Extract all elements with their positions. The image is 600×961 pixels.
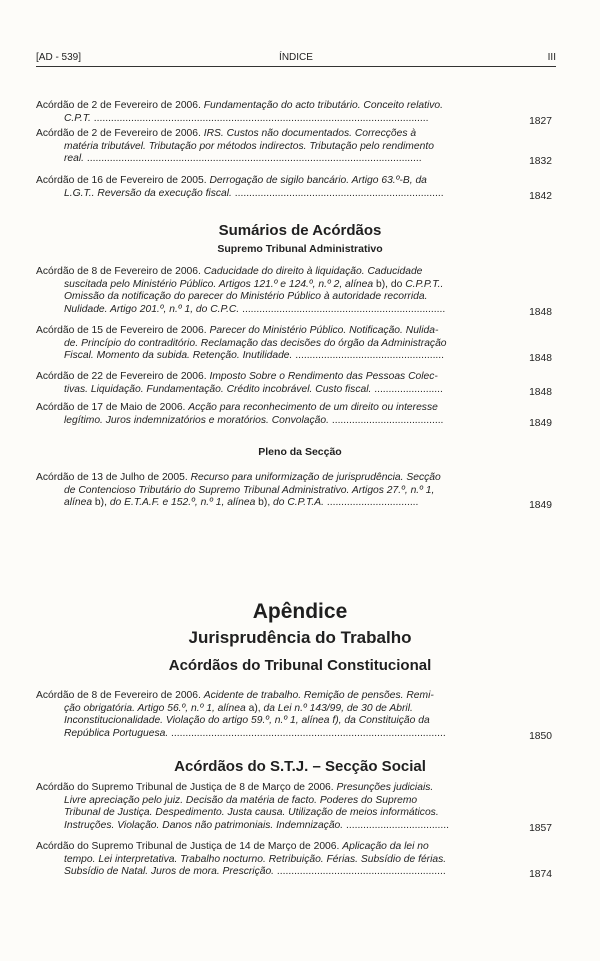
entry-line: de Contencioso Tributário do Supremo Tribunal Administrativo. Artigos 27.º, n.º 1, <box>64 484 435 496</box>
section-subtitle-sta: Supremo Tribunal Administrativo <box>217 243 383 255</box>
page-number: 1849 <box>529 417 552 429</box>
entry-line: Acórdão de 2 de Fevereiro de 2006. IRS. Custos não documentados. Correcções à <box>36 128 417 139</box>
index-entry <box>36 266 552 316</box>
page-number: 1848 <box>529 386 552 398</box>
page-number: 1842 <box>529 190 552 202</box>
entry-line: Acórdão de 13 de Julho de 2005. Recurso para uniformização de jurisprudência. Secção <box>36 472 441 483</box>
entry-line: Acórdão do Supremo Tribunal de Justiça de 8 de Março de 2006. Presunções judiciais. <box>36 782 434 793</box>
page-number: 1849 <box>529 500 552 512</box>
page-number: 1857 <box>529 822 552 834</box>
entry-line: de. Princípio do contraditório. Reclamação das decisões do órgão da Administração <box>64 337 447 349</box>
section-title-tc: Acórdãos do Tribunal Constitucional <box>168 657 432 674</box>
index-entry <box>36 690 552 740</box>
index-entry <box>36 782 552 832</box>
index-entry <box>36 100 552 125</box>
entry-line: ção obrigatória. Artigo 56.º, n.º 1, alínea a), da Lei n.º 143/99, de 30 de Abril. <box>64 702 413 714</box>
entry-line: Acórdão de 17 de Maio de 2006. Acção para reconhecimento de um direito ou interesse <box>36 402 438 413</box>
entry-line: Acórdão de 15 de Fevereiro de 2006. Parecer do Ministério Público. Notificação. Nulida- <box>36 325 439 336</box>
entry-line: Livre apreciação pelo juiz. Decisão da matéria de facto. Poderes do Supremo <box>64 794 418 806</box>
entry-line: real. ..................................................................................................................... <box>64 153 422 165</box>
entry-line: Instruções. Violação. Danos não patrimoniais. Indemnização. .................................... <box>64 819 449 831</box>
index-entry <box>36 175 552 200</box>
header-right: III <box>547 52 556 63</box>
section-title-stj: Acórdãos do S.T.J. – Secção Social <box>174 758 426 775</box>
entry-line: República Portuguesa. ................................................................................................ <box>64 727 446 739</box>
section-title-sumarios: Sumários de Acórdãos <box>218 222 382 239</box>
apendice-title: Apêndice <box>252 600 348 623</box>
page-number: 1850 <box>529 730 552 742</box>
header-center: ÍNDICE <box>279 52 313 63</box>
page-number: 1827 <box>529 115 552 127</box>
entry-line: Acórdão de 8 de Fevereiro de 2006. Acidente de trabalho. Remição de pensões. Remi- <box>36 690 434 701</box>
entry-line: Nulidade. Artigo 201.º, n.º 1, do C.P.C. ....................................................................... <box>64 303 446 315</box>
index-entry <box>36 402 552 427</box>
entry-line: Omissão da notificação do parecer do Ministério Público à autoridade recorrida. <box>64 291 428 303</box>
entry-line: Inconstitucionalidade. Violação do artigo 59.º, n.º 1, alínea f), da Constituição da <box>64 715 430 727</box>
entry-line: suscitada pelo Ministério Público. Artigos 121.º e 124.º, n.º 2, alínea b), do C.P.P.T.. <box>64 278 444 290</box>
index-entry <box>36 325 552 363</box>
page-number: 1832 <box>529 156 552 168</box>
entry-line: tivas. Liquidação. Fundamentação. Crédito incobrável. Custo fiscal. ........................ <box>64 383 443 395</box>
index-entry <box>36 841 552 879</box>
entry-line: Acórdão de 22 de Fevereiro de 2006. Imposto Sobre o Rendimento das Pessoas Colec- <box>36 371 438 382</box>
entry-line: matéria tributável. Tributação por métodos indirectos. Tributação pelo rendimento <box>64 140 434 152</box>
index-entry <box>36 472 552 510</box>
index-entry <box>36 128 552 166</box>
apendice-subtitle: Jurisprudência do Trabalho <box>188 628 412 647</box>
index-entry <box>36 371 552 396</box>
entry-line: Subsídio de Natal. Juros de mora. Prescrição. ........................................................... <box>64 866 446 878</box>
header-left: [AD - 539] <box>36 52 82 63</box>
entry-line: Fiscal. Momento da subida. Retenção. Inutilidade. .................................................... <box>64 350 445 362</box>
entry-line: legítimo. Juros indemnizatórios e moratórios. Convolação. ....................................... <box>64 414 444 426</box>
section-title-pleno: Pleno da Secção <box>258 446 342 458</box>
entry-line: Acórdão de 2 de Fevereiro de 2006. Fundamentação do acto tributário. Conceito relativo. <box>36 100 443 111</box>
page-number: 1874 <box>529 869 552 881</box>
entry-line: C.P.T. ..................................................................................................................... <box>64 112 429 124</box>
entry-line: L.G.T.. Reversão da execução fiscal. ......................................................................... <box>64 187 444 199</box>
page-number: 1848 <box>529 306 552 318</box>
page-number: 1848 <box>529 353 552 365</box>
entry-line: tempo. Lei interpretativa. Trabalho nocturno. Retribuição. Férias. Subsídio de férias. <box>64 853 447 865</box>
header-rule <box>36 66 556 67</box>
entry-line: Acórdão de 8 de Fevereiro de 2006. Caducidade do direito à liquidação. Caducidade <box>36 266 423 277</box>
entry-line: Acórdão de 16 de Fevereiro de 2005. Derrogação de sigilo bancário. Artigo 63.º-B, da <box>36 175 427 186</box>
entry-line: Acórdão do Supremo Tribunal de Justiça de 14 de Março de 2006. Aplicação da lei no <box>36 841 429 852</box>
entry-line: Tribunal de Justiça. Despedimento. Justa causa. Utilização de meios informáticos. <box>64 807 439 819</box>
entry-line: alínea b), do E.T.A.F. e 152.º, n.º 1, alínea b), do C.P.T.A. ................................ <box>64 497 419 509</box>
